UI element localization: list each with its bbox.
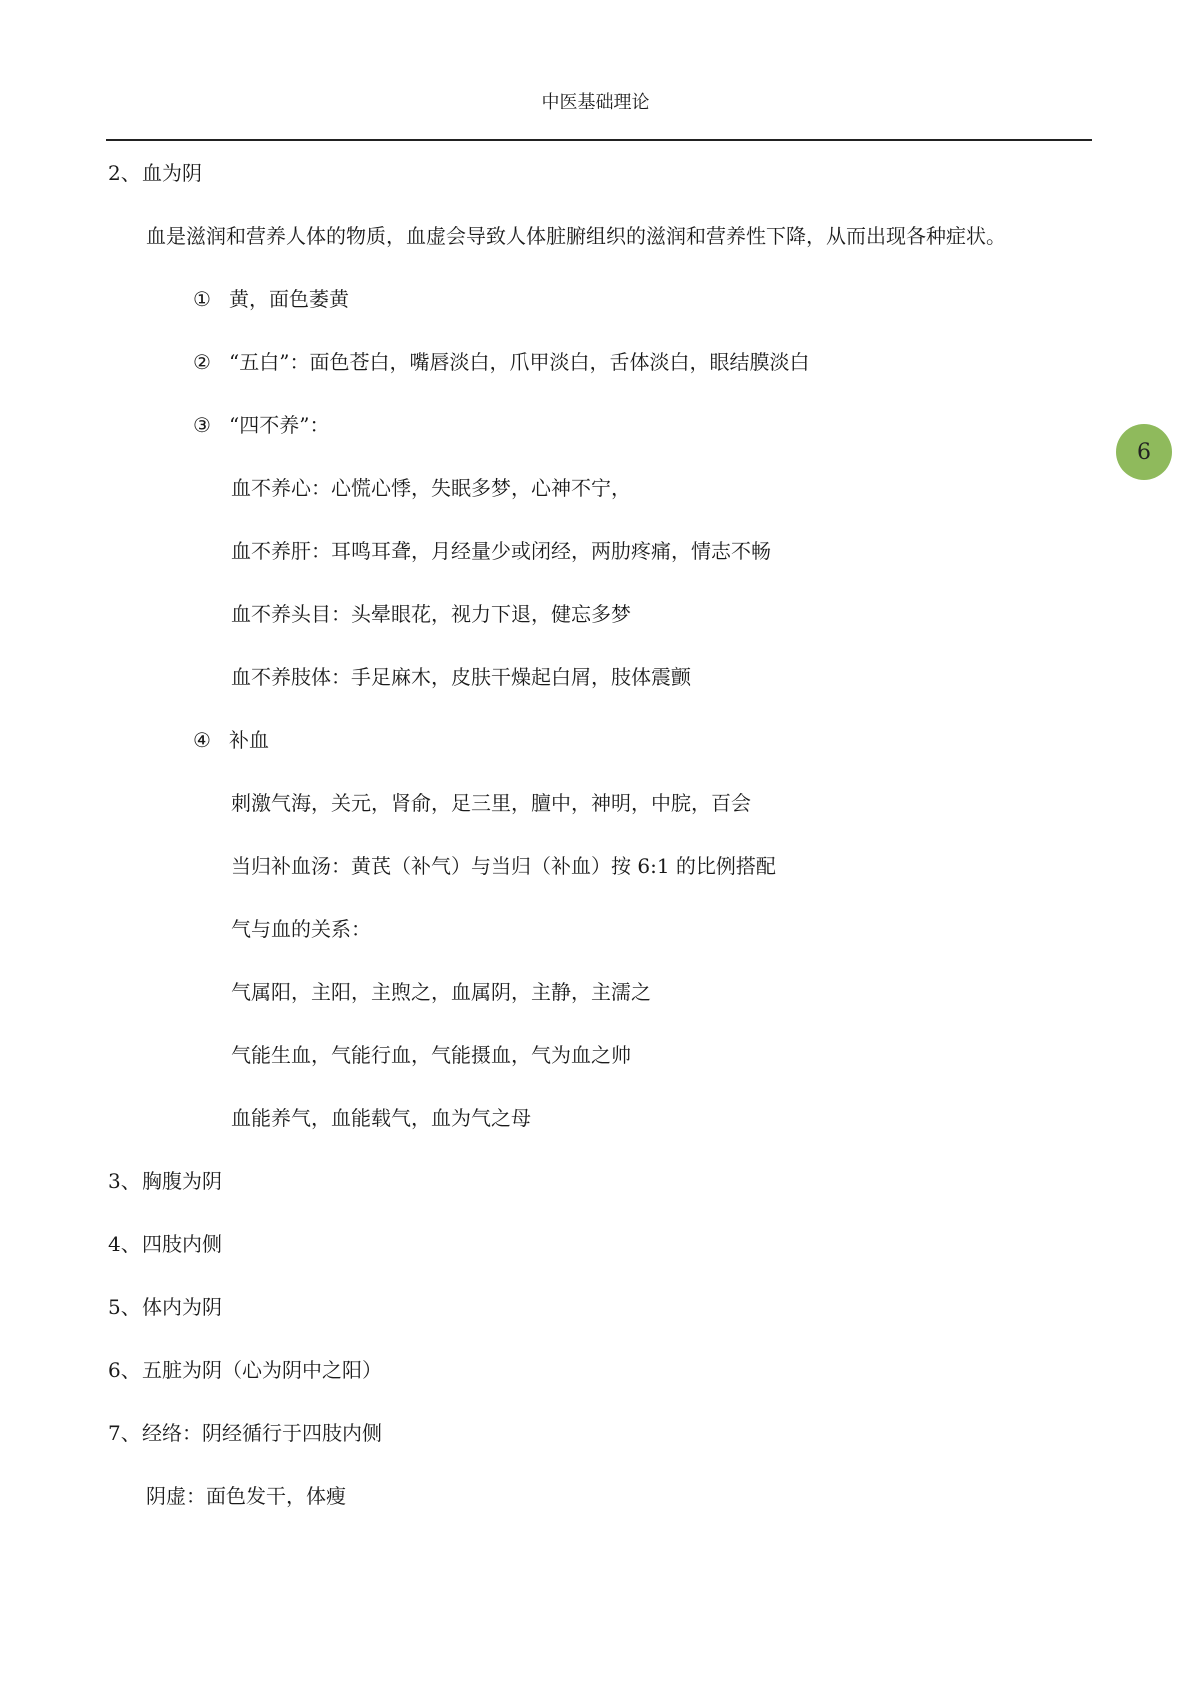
section-7-heading (108, 1423, 382, 1443)
qi-blood-line-2: 气能生血，气能行血，气能摄血，气为血之帅 (231, 1043, 631, 1067)
item-text: 黄，面色萎黄 (229, 287, 349, 311)
section-number: 2、 (108, 161, 141, 185)
section-5-heading (108, 1297, 222, 1317)
section-number: 3、 (108, 1169, 141, 1193)
section-number: 4、 (108, 1232, 141, 1256)
section-title: 经络：阴经循行于四肢内侧 (142, 1421, 382, 1445)
not-nourish-head-eyes: 血不养头目：头晕眼花，视力下退，健忘多梦 (231, 602, 631, 626)
qi-blood-line-1: 气属阳，主阳，主煦之，血属阴，主静，主濡之 (231, 980, 651, 1004)
section-2-intro: 血是滋润和营养人体的物质，血虚会导致人体脏腑组织的滋润和营养性下降，从而出现各种症状。 (146, 224, 1006, 248)
list-item-3 (193, 415, 329, 435)
page-header-title: 中医基础理论 (541, 92, 650, 113)
item-marker: ① (193, 287, 211, 311)
list-item-2 (193, 352, 809, 372)
section-title: 五脏为阴（心为阴中之阳） (142, 1358, 382, 1382)
not-nourish-liver: 血不养肝：耳鸣耳聋，月经量少或闭经，两肋疼痛，情志不畅 (231, 539, 771, 563)
acupoints-line: 刺激气海，关元，肾俞，足三里，膻中，神明，中脘，百会 (231, 791, 751, 815)
item-marker: ③ (193, 413, 211, 437)
yin-deficiency-line: 阴虚：面色发干，体瘦 (146, 1484, 346, 1508)
item-text: “四不养”： (229, 413, 330, 437)
item-text: “五白”：面色苍白，嘴唇淡白，爪甲淡白，舌体淡白，眼结膜淡白 (229, 350, 810, 374)
section-number: 7、 (108, 1421, 141, 1445)
section-2-heading (108, 163, 202, 183)
section-number: 6、 (108, 1358, 141, 1382)
qi-blood-relation-heading: 气与血的关系： (231, 917, 371, 941)
section-title: 胸腹为阴 (142, 1169, 222, 1193)
header-divider (106, 139, 1092, 141)
list-item-4 (193, 730, 269, 750)
section-6-heading (108, 1360, 382, 1380)
item-marker: ④ (193, 728, 211, 752)
section-3-heading (108, 1171, 222, 1191)
item-text: 补血 (229, 728, 269, 752)
decoction-line: 当归补血汤：黄芪（补气）与当归（补血）按 6:1 的比例搭配 (231, 854, 776, 878)
list-item-1 (193, 289, 349, 309)
qi-blood-line-3: 血能养气，血能载气，血为气之母 (231, 1106, 531, 1130)
section-title: 体内为阴 (142, 1295, 222, 1319)
not-nourish-heart: 血不养心：心慌心悸，失眠多梦，心神不宁， (231, 476, 631, 500)
section-title: 四肢内侧 (142, 1232, 222, 1256)
not-nourish-limbs: 血不养肢体：手足麻木，皮肤干燥起白屑，肢体震颤 (231, 665, 691, 689)
section-number: 5、 (108, 1295, 141, 1319)
item-marker: ② (193, 350, 211, 374)
section-title: 血为阴 (142, 161, 202, 185)
page-number-badge: 6 (1116, 424, 1172, 480)
section-4-heading (108, 1234, 222, 1254)
